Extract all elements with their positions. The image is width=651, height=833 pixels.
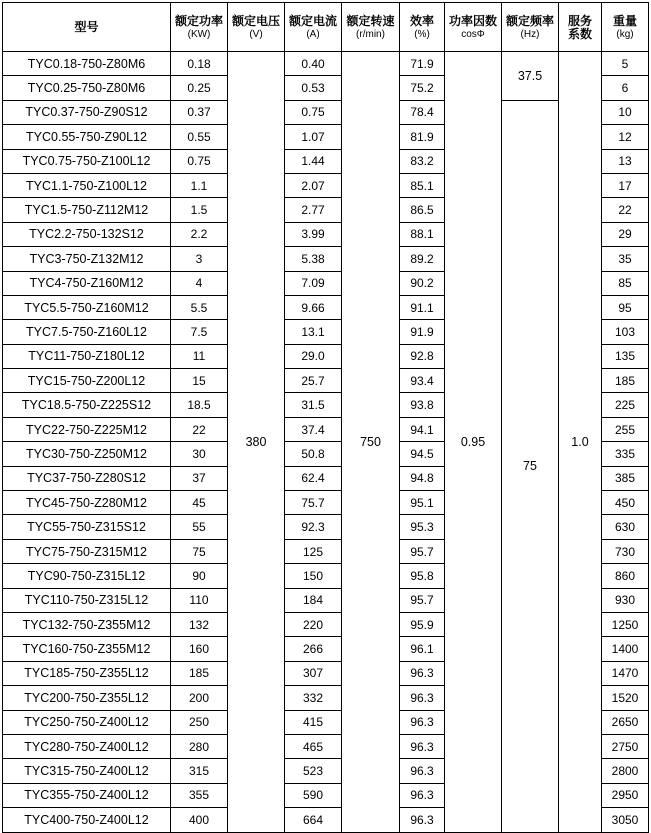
- power-cell: 280: [171, 734, 228, 758]
- weight-cell: 12: [602, 125, 649, 149]
- weight-cell: 35: [602, 247, 649, 271]
- power-cell: 7.5: [171, 320, 228, 344]
- power-cell: 30: [171, 442, 228, 466]
- weight-cell: 335: [602, 442, 649, 466]
- efficiency-cell: 94.1: [400, 417, 445, 441]
- efficiency-cell: 71.9: [400, 52, 445, 76]
- model-cell: TYC110-750-Z315L12: [3, 588, 171, 612]
- current-cell: 9.66: [285, 295, 342, 319]
- current-cell: 7.09: [285, 271, 342, 295]
- power-cell: 400: [171, 808, 228, 832]
- current-cell: 1.44: [285, 149, 342, 173]
- header-speed: 额定转速 (r/min): [342, 3, 400, 52]
- weight-cell: 1470: [602, 661, 649, 685]
- motor-spec-table: [2, 2, 649, 833]
- current-cell: 3.99: [285, 222, 342, 246]
- efficiency-cell: 85.1: [400, 173, 445, 197]
- current-cell: 590: [285, 783, 342, 807]
- current-cell: 50.8: [285, 442, 342, 466]
- power-cell: 0.25: [171, 76, 228, 100]
- model-cell: TYC3-750-Z132M12: [3, 247, 171, 271]
- weight-cell: 135: [602, 344, 649, 368]
- current-cell: 0.53: [285, 76, 342, 100]
- efficiency-cell: 96.3: [400, 734, 445, 758]
- current-cell: 5.38: [285, 247, 342, 271]
- model-cell: TYC22-750-Z225M12: [3, 417, 171, 441]
- current-cell: 75.7: [285, 491, 342, 515]
- current-cell: 29.0: [285, 344, 342, 368]
- model-cell: TYC185-750-Z355L12: [3, 661, 171, 685]
- efficiency-cell: 93.8: [400, 393, 445, 417]
- model-cell: TYC4-750-Z160M12: [3, 271, 171, 295]
- current-cell: 13.1: [285, 320, 342, 344]
- model-cell: TYC132-750-Z355M12: [3, 612, 171, 636]
- weight-cell: 17: [602, 173, 649, 197]
- current-cell: 332: [285, 686, 342, 710]
- power-cell: 200: [171, 686, 228, 710]
- current-cell: 523: [285, 759, 342, 783]
- efficiency-cell: 95.3: [400, 515, 445, 539]
- current-cell: 92.3: [285, 515, 342, 539]
- power-cell: 250: [171, 710, 228, 734]
- weight-cell: 860: [602, 564, 649, 588]
- power-cell: 1.1: [171, 173, 228, 197]
- model-cell: TYC355-750-Z400L12: [3, 783, 171, 807]
- power-cell: 45: [171, 491, 228, 515]
- power-cell: 37: [171, 466, 228, 490]
- weight-cell: 1250: [602, 612, 649, 636]
- power-cell: 15: [171, 369, 228, 393]
- weight-cell: 2650: [602, 710, 649, 734]
- weight-cell: 2750: [602, 734, 649, 758]
- efficiency-cell: 94.8: [400, 466, 445, 490]
- power-factor-cell: 0.95: [445, 52, 502, 833]
- efficiency-cell: 91.1: [400, 295, 445, 319]
- efficiency-cell: 96.3: [400, 661, 445, 685]
- model-cell: TYC315-750-Z400L12: [3, 759, 171, 783]
- efficiency-cell: 95.7: [400, 539, 445, 563]
- model-cell: TYC45-750-Z280M12: [3, 491, 171, 515]
- power-cell: 0.18: [171, 52, 228, 76]
- model-cell: TYC0.37-750-Z90S12: [3, 100, 171, 124]
- header-service-factor: 服务 系数: [559, 3, 602, 52]
- weight-cell: 85: [602, 271, 649, 295]
- efficiency-cell: 96.3: [400, 759, 445, 783]
- speed-cell: 750: [342, 52, 400, 833]
- current-cell: 125: [285, 539, 342, 563]
- efficiency-cell: 95.9: [400, 612, 445, 636]
- model-cell: TYC30-750-Z250M12: [3, 442, 171, 466]
- efficiency-cell: 96.3: [400, 710, 445, 734]
- current-cell: 37.4: [285, 417, 342, 441]
- model-cell: TYC15-750-Z200L12: [3, 369, 171, 393]
- power-cell: 11: [171, 344, 228, 368]
- power-cell: 5.5: [171, 295, 228, 319]
- efficiency-cell: 94.5: [400, 442, 445, 466]
- header-model: 型号: [3, 3, 171, 52]
- efficiency-cell: 81.9: [400, 125, 445, 149]
- model-cell: TYC75-750-Z315M12: [3, 539, 171, 563]
- weight-cell: 630: [602, 515, 649, 539]
- current-cell: 1.07: [285, 125, 342, 149]
- header-voltage: 额定电压 (V): [228, 3, 285, 52]
- model-cell: TYC200-750-Z355L12: [3, 686, 171, 710]
- table-row: [3, 100, 649, 124]
- current-cell: 307: [285, 661, 342, 685]
- header-current: 额定电流 (A): [285, 3, 342, 52]
- power-cell: 132: [171, 612, 228, 636]
- model-cell: TYC1.5-750-Z112M12: [3, 198, 171, 222]
- power-cell: 0.37: [171, 100, 228, 124]
- efficiency-cell: 91.9: [400, 320, 445, 344]
- current-cell: 465: [285, 734, 342, 758]
- current-cell: 415: [285, 710, 342, 734]
- weight-cell: 103: [602, 320, 649, 344]
- frequency-cell-small: 37.5: [502, 52, 559, 101]
- header-frequency: 额定频率 (Hz): [502, 3, 559, 52]
- weight-cell: 185: [602, 369, 649, 393]
- weight-cell: 1400: [602, 637, 649, 661]
- power-cell: 90: [171, 564, 228, 588]
- current-cell: 62.4: [285, 466, 342, 490]
- power-cell: 160: [171, 637, 228, 661]
- power-cell: 22: [171, 417, 228, 441]
- efficiency-cell: 86.5: [400, 198, 445, 222]
- current-cell: 150: [285, 564, 342, 588]
- header-power: 额定功率 (KW): [171, 3, 228, 52]
- power-cell: 0.75: [171, 149, 228, 173]
- weight-cell: 10: [602, 100, 649, 124]
- current-cell: 664: [285, 808, 342, 832]
- table-body: [3, 52, 649, 833]
- current-cell: 266: [285, 637, 342, 661]
- model-cell: TYC0.55-750-Z90L12: [3, 125, 171, 149]
- efficiency-cell: 95.8: [400, 564, 445, 588]
- efficiency-cell: 78.4: [400, 100, 445, 124]
- weight-cell: 95: [602, 295, 649, 319]
- header-weight: 重量 (kg): [602, 3, 649, 52]
- weight-cell: 255: [602, 417, 649, 441]
- power-cell: 1.5: [171, 198, 228, 222]
- efficiency-cell: 88.1: [400, 222, 445, 246]
- model-cell: TYC7.5-750-Z160L12: [3, 320, 171, 344]
- model-cell: TYC1.1-750-Z100L12: [3, 173, 171, 197]
- power-cell: 18.5: [171, 393, 228, 417]
- current-cell: 0.40: [285, 52, 342, 76]
- model-cell: TYC18.5-750-Z225S12: [3, 393, 171, 417]
- current-cell: 25.7: [285, 369, 342, 393]
- model-cell: TYC280-750-Z400L12: [3, 734, 171, 758]
- current-cell: 220: [285, 612, 342, 636]
- power-cell: 185: [171, 661, 228, 685]
- weight-cell: 22: [602, 198, 649, 222]
- efficiency-cell: 95.7: [400, 588, 445, 612]
- model-cell: TYC250-750-Z400L12: [3, 710, 171, 734]
- model-cell: TYC11-750-Z180L12: [3, 344, 171, 368]
- efficiency-cell: 96.1: [400, 637, 445, 661]
- current-cell: 0.75: [285, 100, 342, 124]
- weight-cell: 930: [602, 588, 649, 612]
- weight-cell: 13: [602, 149, 649, 173]
- power-cell: 4: [171, 271, 228, 295]
- weight-cell: 385: [602, 466, 649, 490]
- model-cell: TYC160-750-Z355M12: [3, 637, 171, 661]
- model-cell: TYC0.75-750-Z100L12: [3, 149, 171, 173]
- model-cell: TYC0.25-750-Z80M6: [3, 76, 171, 100]
- power-cell: 0.55: [171, 125, 228, 149]
- power-cell: 75: [171, 539, 228, 563]
- power-cell: 355: [171, 783, 228, 807]
- efficiency-cell: 83.2: [400, 149, 445, 173]
- weight-cell: 225: [602, 393, 649, 417]
- weight-cell: 5: [602, 52, 649, 76]
- current-cell: 184: [285, 588, 342, 612]
- efficiency-cell: 90.2: [400, 271, 445, 295]
- power-cell: 110: [171, 588, 228, 612]
- current-cell: 2.07: [285, 173, 342, 197]
- model-cell: TYC37-750-Z280S12: [3, 466, 171, 490]
- efficiency-cell: 93.4: [400, 369, 445, 393]
- current-cell: 2.77: [285, 198, 342, 222]
- current-cell: 31.5: [285, 393, 342, 417]
- efficiency-cell: 89.2: [400, 247, 445, 271]
- weight-cell: 730: [602, 539, 649, 563]
- efficiency-cell: 95.1: [400, 491, 445, 515]
- efficiency-cell: 75.2: [400, 76, 445, 100]
- efficiency-cell: 96.3: [400, 808, 445, 832]
- table-row: [3, 52, 649, 76]
- model-cell: TYC5.5-750-Z160M12: [3, 295, 171, 319]
- efficiency-cell: 96.3: [400, 783, 445, 807]
- header-efficiency: 效率 (%): [400, 3, 445, 52]
- weight-cell: 1520: [602, 686, 649, 710]
- weight-cell: 3050: [602, 808, 649, 832]
- weight-cell: 29: [602, 222, 649, 246]
- power-cell: 3: [171, 247, 228, 271]
- weight-cell: 2800: [602, 759, 649, 783]
- model-cell: TYC2.2-750-132S12: [3, 222, 171, 246]
- efficiency-cell: 92.8: [400, 344, 445, 368]
- voltage-cell: 380: [228, 52, 285, 833]
- power-cell: 315: [171, 759, 228, 783]
- model-cell: TYC400-750-Z400L12: [3, 808, 171, 832]
- efficiency-cell: 96.3: [400, 686, 445, 710]
- power-cell: 2.2: [171, 222, 228, 246]
- service-factor-cell: 1.0: [559, 52, 602, 833]
- model-cell: TYC90-750-Z315L12: [3, 564, 171, 588]
- header-row: [3, 3, 649, 52]
- power-cell: 55: [171, 515, 228, 539]
- model-cell: TYC55-750-Z315S12: [3, 515, 171, 539]
- weight-cell: 6: [602, 76, 649, 100]
- model-cell: TYC0.18-750-Z80M6: [3, 52, 171, 76]
- header-power-factor: 功率因数 cosΦ: [445, 3, 502, 52]
- weight-cell: 2950: [602, 783, 649, 807]
- weight-cell: 450: [602, 491, 649, 515]
- frequency-cell-large: 75: [502, 100, 559, 832]
